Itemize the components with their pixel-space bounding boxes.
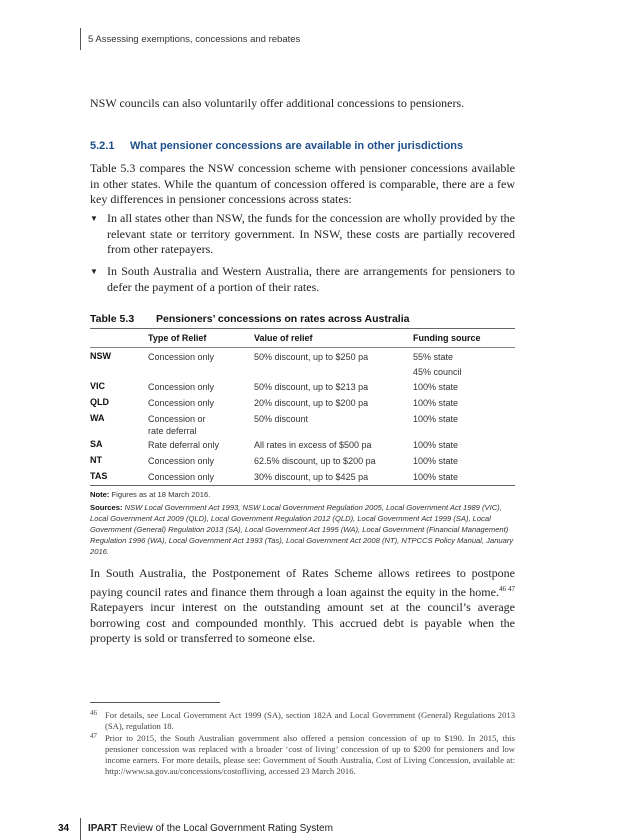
footnote-ref: 46 47 [498,584,515,593]
col-header-funding: Funding source [413,333,481,343]
table-cell-relief: Concession only [148,352,215,362]
bullet-item [90,211,515,258]
bullet-marker-icon: ▼ [90,214,98,223]
footer-doc-title: Review of the Local Government Rating System [120,823,333,834]
table-cell-funding: 100% state [413,414,459,424]
footnote-text: For details, see Local Government Act 1999 (SA), section 182A and Local Government (General) Regulations 2013 (SA), regulation 18. [105,710,515,731]
table-cell-funding: 55% state [413,352,454,362]
table-cell-funding: 45% council [413,367,462,377]
table-cell-relief: Concession only [148,472,215,482]
table-cell-funding: 100% state [413,456,459,466]
bullet-marker-icon: ▼ [90,267,98,276]
sources-label: Sources: [90,503,123,512]
note-label: Note: [90,490,110,499]
table-cell-value: 62.5% discount, up to $200 pa [254,456,376,466]
table-title: Pensioners’ concessions on rates across Australia [156,313,410,325]
bullet-item [90,264,515,295]
table-cell-jurisdiction: WA [90,413,105,423]
table-cell-jurisdiction: TAS [90,471,108,481]
table-cell-funding: 100% state [413,472,459,482]
table-cell-jurisdiction: QLD [90,397,109,407]
table-label: Table 5.3 [90,313,135,325]
table-cell-relief: Concession only [148,398,215,408]
table-cell-funding: 100% state [413,440,459,450]
table-cell-relief: Concession or [148,414,206,424]
table-cell-value: 50% discount, up to $250 pa [254,352,369,362]
footnote [90,710,515,732]
table-cell-relief: Concession only [148,456,215,466]
paragraph-2-text: In South Australia, the Postponement of Rates Scheme allows retirees to postpone paying council rates and finance them through a loan against the equity in the home. [90,566,515,599]
table-note [90,489,515,500]
table-cell-jurisdiction: NSW [90,351,111,361]
table-cell-jurisdiction: VIC [90,381,106,391]
footer-org: IPART [88,823,118,834]
section-number: 5.2.1 [90,140,115,152]
table-cell-value: 30% discount, up to $425 pa [254,472,369,482]
table-cell-funding: 100% state [413,398,459,408]
table-top-rule [90,328,515,329]
bullet-text: In South Australia and Western Australia, there are arrangements for pensioners to defer the payment of a portion of their rates. [107,264,515,294]
table-cell-value: 50% discount [254,414,309,424]
intro-paragraph: NSW councils can also voluntarily offer additional concessions to pensioners. [90,96,465,110]
table-cell-relief: Rate deferral only [148,440,220,450]
footnote-rule [90,702,220,703]
table-cell-jurisdiction: SA [90,439,103,449]
table-cell-value: All rates in excess of $500 pa [254,440,372,450]
paragraph-2-text-cont: Ratepayers incur interest on the outstanding amount set at the council’s average borrowing cost and compounded monthly. This accrued debt is payable when the property is sold or transferred to someone else. [90,600,515,645]
header-rule [80,28,81,50]
col-header-value: Value of relief [254,333,313,343]
footer-rule [80,818,81,840]
table-sources [90,502,515,557]
footnote-text: Prior to 2015, the South Australian government also offered a pension concession of up to $190. In 2015, this pensioner concession was replaced with a broader ‘cost of living’ concession of up to $200 for pensioners and low income earners. For more details, please see: Government of South Australia, Cost of Living Concession, available at: http://www.sa.gov.au/concessions/costofliving, accessed 23 March 2016. [105,733,515,776]
paragraph-1: Table 5.3 compares the NSW concession scheme with pensioner concessions available in other states. While the quantum of concession offered is comparable, there are a few key differences in pensioner concessions across states: [90,161,515,206]
sources-text: NSW Local Government Act 1993, NSW Local Government Regulation 2005, Local Government Act 1989 (VIC), Local Government Act 2009 (QLD), Local Government Regulation 2012 (QLD), Local Government Act 1999 (SA), Local Government (General) Regulation 2013 (SA), Local Government Act 1995 (WA), Local Government (Financial Management) Regulation 1996 (WA), Local Government Act 1993 (Tas), Local Government Act 2008 (NT), NTPCCS Policy Manual, January 2016. [90,503,514,556]
table-cell-relief: Concession only [148,382,215,392]
footer-title [88,823,333,834]
bullet-text: In all states other than NSW, the funds for the concession are wholly provided by the relevant state or territory government. In NSW, these costs are partially recovered from other ratepayers. [107,211,515,256]
table-cell-jurisdiction: NT [90,455,102,465]
table-bottom-rule [90,485,515,486]
page-number: 34 [58,823,70,834]
col-header-relief: Type of Relief [148,333,207,343]
note-text: Figures as at 18 March 2016. [111,490,211,499]
section-heading [90,140,463,152]
footnote-number: 46 [90,709,97,717]
table-cell-value: 20% discount, up to $200 pa [254,398,369,408]
chapter-header: 5 Assessing exemptions, concessions and rebates [88,34,301,45]
table-caption [90,313,409,325]
section-title: What pensioner concessions are available in other jurisdictions [130,140,464,152]
table-cell-relief: rate deferral [148,426,197,436]
table-cell-value: 50% discount, up to $213 pa [254,382,369,392]
footnote [90,733,515,777]
footnote-number: 47 [90,732,97,740]
table-header-rule [90,347,515,348]
paragraph-2 [90,566,515,647]
table-cell-funding: 100% state [413,382,459,392]
